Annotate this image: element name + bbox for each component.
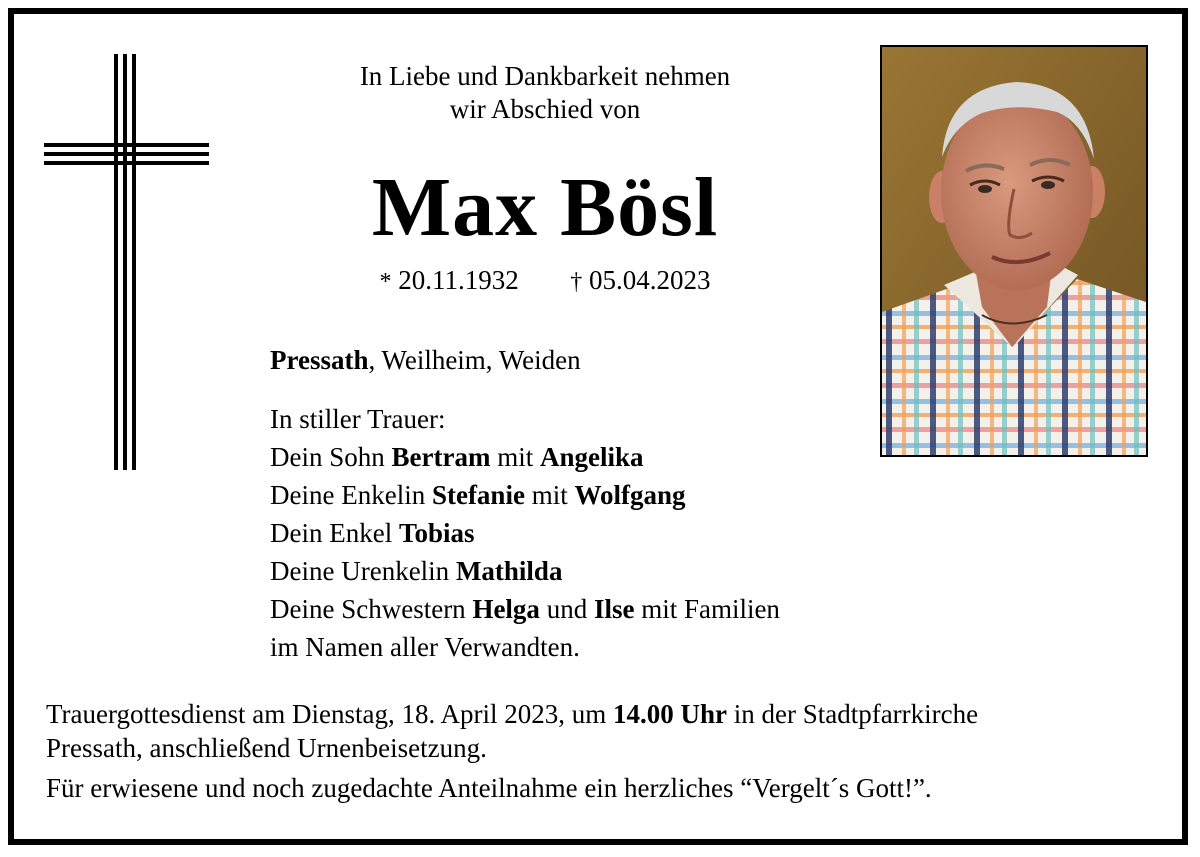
mourner-name: Stefanie [431,480,525,510]
service-time: 14.00 Uhr [612,699,727,729]
deceased-name: Max Bösl [371,161,719,254]
mourner-line [270,552,780,590]
service-paragraph [46,697,1156,765]
service-text: in der Stadtpfarrkirche [726,699,979,729]
mourner-line [270,438,780,476]
death-date: 05.04.2023 [589,265,711,295]
mourner-line [270,514,780,552]
service-text: Pressath, anschließend Urnenbeisetzung. [46,733,487,763]
service-info [46,697,1156,805]
intro-line-2: wir Abschied von [449,94,641,124]
mourner-line [270,476,780,514]
mourner-text: mit [524,480,575,510]
portrait-photo [880,45,1148,457]
mourner-name: Bertram [391,442,491,472]
mourner-text: Deine Enkelin [270,480,432,510]
mourners-closing: im Namen aller Verwandten. [270,632,580,662]
mourners-heading: In stiller Trauer: [270,404,446,434]
mourner-text: und [539,594,594,624]
mourner-name: Tobias [398,518,475,548]
mourner-line [270,590,780,628]
birth-date: 20.11.1932 [398,265,519,295]
place-main: Pressath [270,345,369,375]
mourner-name: Mathilda [455,556,563,586]
mourner-text: Deine Urenkelin [270,556,456,586]
mourner-text: Deine Schwestern [270,594,473,624]
mourner-text: Dein Enkel [270,518,399,548]
service-text: Trauergottesdienst am Dienstag, 18. April 2023, um [46,699,613,729]
thanks-text: Für erwiesene und noch zugedachte Anteilnahme ein herzliches “Vergelt´s Gott!”. [46,773,932,803]
triple-line-cross-icon [44,54,209,470]
mourner-name: Helga [472,594,540,624]
life-dates [300,263,790,299]
mourner-text: Dein Sohn [270,442,392,472]
mourner-name: Angelika [539,442,644,472]
mourner-text: mit [490,442,540,472]
mourner-text: mit Familien [634,594,780,624]
mourner-name: Wolfgang [574,480,686,510]
death-dagger-icon: † [570,269,583,295]
intro-text [300,60,790,126]
place-others: , Weilheim, Weiden [368,345,581,375]
intro-line-1: In Liebe und Dankbarkeit nehmen [359,61,731,91]
places-line [270,343,581,377]
birth-star-icon: * [379,269,392,295]
mourners-list [270,400,780,666]
mourner-name: Ilse [593,594,635,624]
